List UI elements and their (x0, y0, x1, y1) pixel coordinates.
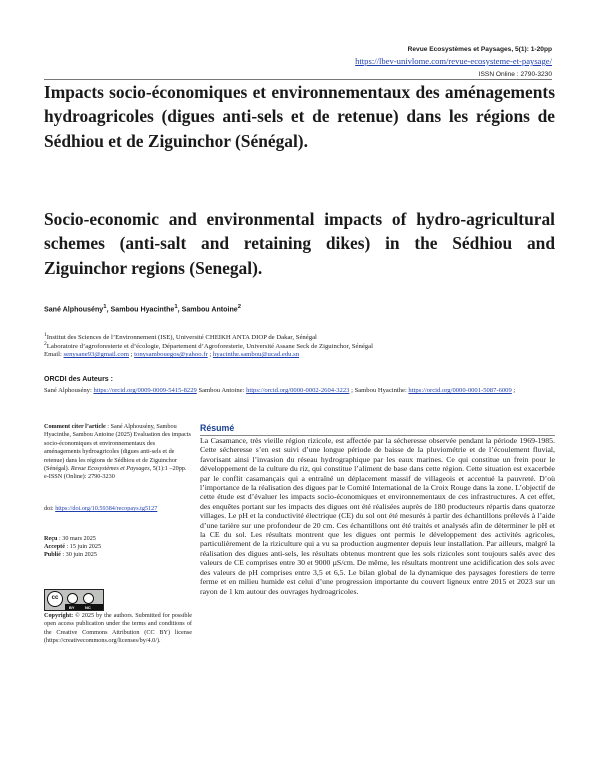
citation-label: Comment citer l’article (44, 423, 106, 430)
citation-end: , 5(1):1 –20pp. e-ISSN (Online): 2790-3230 (44, 465, 187, 481)
author-affil-sup: 1 (174, 304, 178, 310)
copyright-text: © 2025 by the authors. Submitted for possible open access publication under the terms and conditions of the Creative Commons Attribution (CC BY) license (https://creativecommons.org/licenses/by/4.0/). (44, 612, 192, 645)
accepted-date (44, 543, 192, 551)
affiliation-sup: 2 (44, 341, 47, 347)
orcid-heading: ORCDI des Auteurs : (44, 376, 113, 383)
received-label: Reçu (44, 535, 58, 542)
dates-block (44, 535, 192, 560)
cc-by-icon (67, 593, 78, 604)
email-link-3[interactable]: hyacinthe.sambou@ucad.edu.sn (212, 351, 300, 358)
orcid-end: ; (511, 387, 516, 394)
cc-license-badge[interactable] (44, 589, 104, 611)
abstract-text: La Casamance, très vieille région rizicole, est affectée par la sécheresse observée pendant la période 1969-1985. Cette sécheresse s’en est suivi d’une longue période de baisse de la pluviométrie et de l’écoulement fluvial, favorisant ainsi l’invasion du réseau hydrographique par les eaux marines. Ce qui constitue un frein pour le développement de la culture du riz, qui constitue l’aliment de base dans cette région. Cette situation est exacerbée par le conflit casamançais qui a entraîné un déplacement massif de villageois et accentué la pauvreté. D’où l’importance de la réalisation des digues par le Comité International de la Croix Rouge dans la zone. L’objectif de cette étude est d’évaluer les impacts socio-économiques et environnementaux de ces infrastructures. A cet effet, des enquêtes portant sur les impacts des digues ont été réalisées auprès de 180 producteurs répartis dans quatorze villages. Le pH et la conductivité électrique (CE) du sol ont été mesurés à partir des échantillons prélevés à l’aide d’une tarière sur une profondeur de 20 cm. Ces échantillons ont été traités et analysés afin de déterminer le pH et la CE du sol. Les résultats montrent que les digues ont permis le développement des activités agricoles, particulièrement de la riziculture qui a vu sa production augmenter depuis leur installation. Par ailleurs, malgré la réalisation des digues anti-sels, les résultats obtenus montrent que les sols rizicoles sont toujours salés avec des valeurs de CE comprises entre 30 et 9000 µS/cm. De même, les résultats montrent une acidification des sols avec des valeurs de pH comprises entre 3,5 et 6,5. Le bilan global de la dynamique des paysages forestiers de terre ferme et en milieu humide est celui d’une progression importante du couvert ligneux entre 2015 et 2023 sur un rayon de 1 km autour des ouvrages hydroagricoles. (200, 436, 555, 596)
copyright-label: Copyright: (44, 612, 74, 619)
doi-label: doi: (44, 505, 56, 512)
email-separator: ; (128, 351, 135, 358)
cc-by-label: BY (69, 605, 75, 610)
affiliation-sup: 1 (44, 332, 47, 338)
author-separator: , (106, 305, 111, 314)
cc-logo-icon: cc (47, 591, 63, 607)
doi-link[interactable]: https://doi.org/10.59384/recopays.tg5127 (55, 505, 158, 512)
cc-nc-label: NC (85, 605, 91, 610)
author-name: Sambou Antoine (181, 305, 238, 314)
published-label: Publié (44, 551, 61, 559)
abstract-heading: Résumé (200, 423, 235, 433)
author-separator: , (177, 305, 182, 314)
published-value: : 30 juin 2025 (60, 551, 97, 559)
author-list (44, 304, 241, 313)
author-name: Sambou Hyacinthe (110, 305, 175, 314)
title-english: Socio-economic and environmental impacts of hydro-agricultural schemes (anti-salt and retaining dikes) in the Sédhiou and Ziguinchor regions (Senegal). (44, 209, 555, 278)
citation-block (44, 423, 192, 482)
received-value: : 30 mars 2025 (57, 535, 96, 542)
author-name: Sané Alphousény (44, 305, 104, 314)
affiliation-text: Institut des Sciences de l’Environnement (ISE), Université CHEIKH ANTA DIOP de Dakar, Sénégal (46, 334, 317, 342)
copyright-block (44, 612, 192, 646)
citation-text: : Sané Alphousény, Sambou Hyacinthe, Sambou Antoine (2025) Evaluation des impacts socio-économiques et environnementaux des aménagements hydroagricoles (digues anti-sels et de retenue) dans les régions de Sédhiou et de Ziguinchor (Sénégal). (44, 423, 191, 473)
orcid-link-1[interactable]: https://orcid.org/0009-0009-5415-8229 (93, 387, 197, 394)
accepted-label: Accepté (44, 543, 65, 551)
author-affil-sup: 2 (237, 304, 242, 310)
orcid-author: Sané Alphousény: (44, 387, 94, 394)
issn-line: ISSN Online : 2790-3230 (478, 71, 552, 78)
email-link-2[interactable]: tonysambouegos@yahoo.fr (134, 351, 208, 358)
cc-strip (65, 604, 103, 610)
email-label: Email: (44, 351, 64, 358)
email-link-1[interactable]: senysane93@gmail.com (63, 351, 129, 358)
journal-name: Revue Ecosystèmes et Paysages, 5(1): 1-20pp (407, 46, 552, 53)
accepted-value: : 15 juin 2025 (64, 543, 102, 551)
journal-url-link[interactable]: https://lbev-univlome.com/revue-ecosysteme-et-paysage/ (355, 56, 552, 66)
orcid-author: Sambou Antoine: (196, 387, 247, 394)
orcid-link-3[interactable]: https://orcid.org/0000-0001-5087-6009 (408, 387, 512, 394)
email-line (44, 350, 555, 359)
orcid-author: ; Sambou Hyacinthe: (349, 387, 409, 394)
email-separator: ; (207, 351, 213, 358)
published-date (44, 551, 192, 559)
cc-nc-icon (83, 593, 94, 604)
orcid-list (44, 386, 556, 396)
author-affil-sup: 1 (103, 304, 107, 310)
received-date (44, 535, 192, 543)
orcid-link-2[interactable]: https://orcid.org/0000-0002-2604-3223 (246, 387, 350, 394)
title-french: Impacts socio-économiques et environnementaux des aménagements hydroagricoles (digues anti-sels et de retenue) dans les régions de Sédhiou et de Ziguinchor (Sénégal). (44, 82, 555, 151)
citation-journal: Revue Ecosystèmes et Paysages (70, 465, 150, 473)
doi-block (44, 505, 192, 513)
affiliation-text: Laboratoire d’agroforesterie et d’écologie, Département d’Agroforesterie, Université Assane Seck de Ziguinchor, Sénégal (46, 343, 373, 351)
